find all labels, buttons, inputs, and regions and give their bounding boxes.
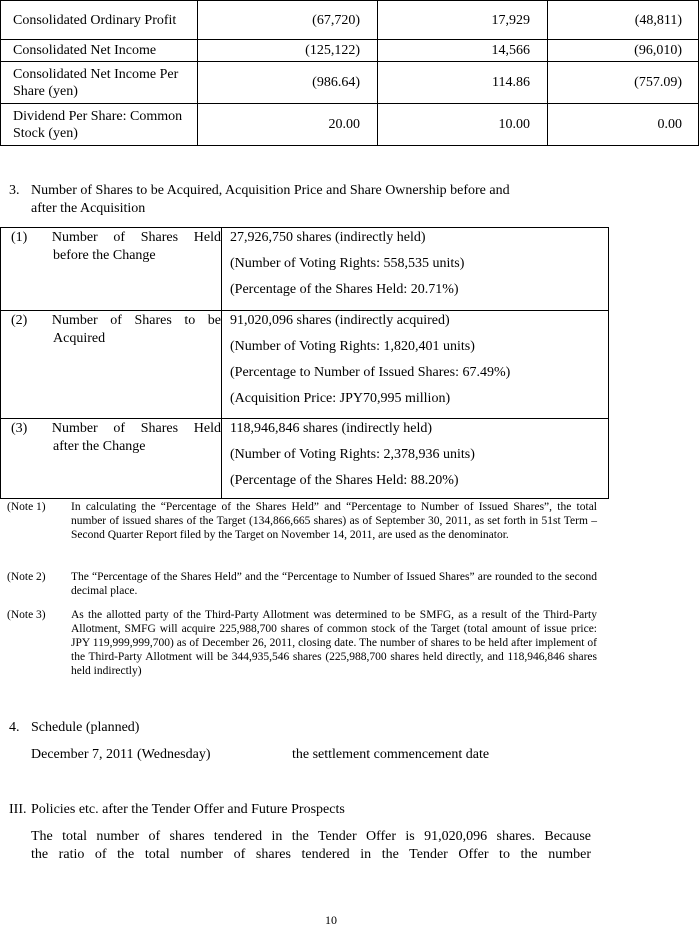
note-label: (Note 2) <box>7 571 46 583</box>
section-iii-number: III. <box>9 802 27 817</box>
section-iii-paragraph-line1: The total number of shares tendered in the Tender Offer is 91,020,096 shares. Because <box>31 829 591 844</box>
page-number: 10 <box>325 913 337 927</box>
cell-value: 14,566 <box>378 40 548 62</box>
note-text: In calculating the “Percentage of the Shares Held” and “Percentage to Number of Issued Shares”, the total number of issued shares of the Target (134,866,665 shares) as of September 30, 2011, as set forth in 51st Term – Second Quarter Report filed by the Target on November 14, 2011, are used as the denominator. <box>71 501 597 541</box>
table-row <box>1 228 609 311</box>
detail-line: (Percentage of the Shares Held: 20.71%) <box>230 282 459 297</box>
row-header <box>1 419 222 499</box>
cell-value: 17,929 <box>378 1 548 40</box>
cell-value: 20.00 <box>198 104 378 146</box>
note-label: (Note 3) <box>7 609 46 621</box>
row-heading-continued: after the Change <box>53 439 146 454</box>
table-row <box>1 40 699 62</box>
schedule-date: December 7, 2011 (Wednesday) <box>31 747 211 762</box>
section-4-number: 4. <box>9 720 20 735</box>
section-iii-paragraph-line2: the ratio of the total number of shares tendered in the Tender Offer to the number <box>31 847 591 862</box>
row-number: (2) <box>11 313 28 328</box>
schedule-event: the settlement commencement date <box>292 747 490 762</box>
table-row <box>1 62 699 104</box>
row-heading: Number of Shares Held <box>51 230 221 245</box>
section-3-number: 3. <box>9 183 20 198</box>
section-3-title-line1: Number of Shares to be Acquired, Acquisition Price and Share Ownership before and <box>31 183 510 198</box>
detail-line: (Number of Voting Rights: 1,820,401 units) <box>230 339 475 354</box>
detail-line: (Acquisition Price: JPY70,995 million) <box>230 391 451 406</box>
row-header <box>1 311 222 419</box>
row-details <box>222 228 609 311</box>
table-row <box>1 104 699 146</box>
row-details <box>222 419 609 499</box>
detail-line: (Percentage to Number of Issued Shares: 67.49%) <box>230 365 511 380</box>
cell-value: 114.86 <box>378 62 548 104</box>
detail-line: 27,926,750 shares (indirectly held) <box>230 230 426 245</box>
table-row <box>1 311 609 419</box>
note-text: The “Percentage of the Shares Held” and the “Percentage to Number of Issued Shares” are rounded to the second decimal place. <box>71 571 597 597</box>
note-3 <box>7 608 605 686</box>
section-iii-title: Policies etc. after the Tender Offer and Future Prospects <box>31 802 345 817</box>
detail-line: 91,020,096 shares (indirectly acquired) <box>230 313 450 328</box>
row-label: Consolidated Ordinary Profit <box>1 1 198 40</box>
share-ownership-table <box>0 227 609 499</box>
cell-value: 0.00 <box>548 104 699 146</box>
section-4-title: Schedule (planned) <box>31 720 140 735</box>
row-heading: Number of Shares Held <box>51 421 221 436</box>
note-2 <box>7 570 605 600</box>
cell-value: 10.00 <box>378 104 548 146</box>
cell-value: (48,811) <box>548 1 699 40</box>
row-heading-continued: Acquired <box>53 331 106 346</box>
detail-line: (Percentage of the Shares Held: 88.20%) <box>230 473 459 488</box>
row-heading-continued: before the Change <box>53 248 156 263</box>
row-details <box>222 311 609 419</box>
row-number: (3) <box>11 421 28 436</box>
cell-value: (67,720) <box>198 1 378 40</box>
detail-line: (Number of Voting Rights: 2,378,936 units) <box>230 447 475 462</box>
detail-line: (Number of Voting Rights: 558,535 units) <box>230 256 465 271</box>
cell-value: (986.64) <box>198 62 378 104</box>
note-1 <box>7 500 605 560</box>
note-label: (Note 1) <box>7 501 46 513</box>
row-label: Consolidated Net Income Per Share (yen) <box>1 62 198 104</box>
table-row <box>1 1 699 40</box>
cell-value: (757.09) <box>548 62 699 104</box>
financial-results-table <box>0 0 699 146</box>
section-3-title-line2: after the Acquisition <box>31 201 146 216</box>
detail-line: 118,946,846 shares (indirectly held) <box>230 421 433 436</box>
cell-value: (125,122) <box>198 40 378 62</box>
note-text: As the allotted party of the Third-Party Allotment was determined to be SMFG, as a result of the Third-Party Allotment, SMFG will acquire 225,988,700 shares of common stock of the Target (total amount of issue price: JPY 119,999,999,700) as of December 26, 2011, closing date. The number of shares to be held after implement of the Third-Party Allotment will be 344,935,546 shares (225,988,700 shares held directly, and 118,946,846 shares held indirectly) <box>71 609 597 677</box>
row-label: Consolidated Net Income <box>1 40 198 62</box>
row-header <box>1 228 222 311</box>
table-row <box>1 419 609 499</box>
row-label: Dividend Per Share: Common Stock (yen) <box>1 104 198 146</box>
row-heading: Number of Shares to be <box>51 313 221 328</box>
row-number: (1) <box>11 230 28 245</box>
cell-value: (96,010) <box>548 40 699 62</box>
